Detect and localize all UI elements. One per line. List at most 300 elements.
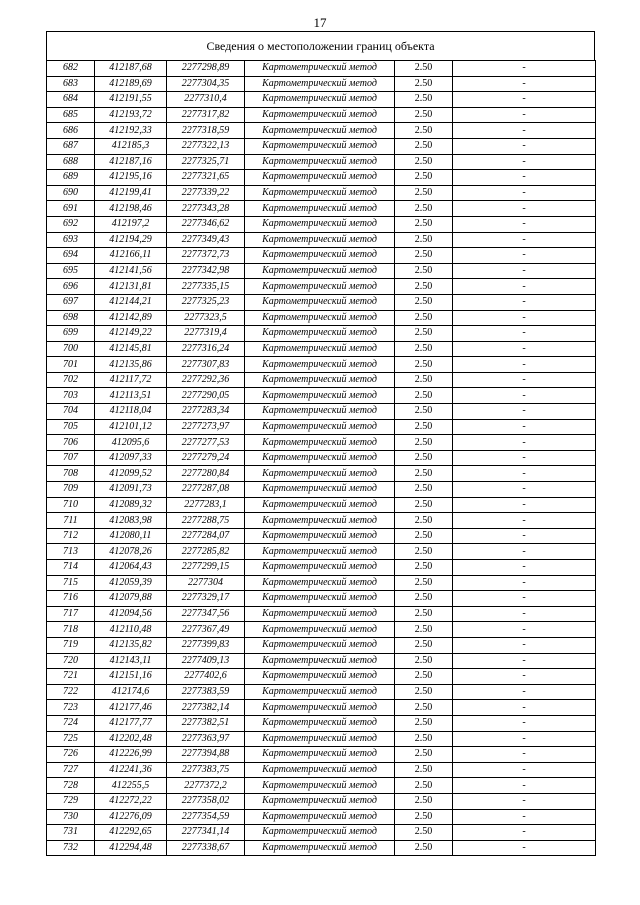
description-cell: -: [453, 700, 596, 716]
table-row: [47, 61, 596, 77]
accuracy-cell: 2.50: [395, 497, 453, 513]
method-cell: Картометрический метод: [245, 76, 395, 92]
method-cell: Картометрический метод: [245, 279, 395, 295]
y-coordinate-cell: 2277285,82: [167, 544, 245, 560]
accuracy-cell: 2.50: [395, 76, 453, 92]
x-coordinate-cell: 412177,46: [95, 700, 167, 716]
y-coordinate-cell: 2277277,53: [167, 435, 245, 451]
accuracy-cell: 2.50: [395, 357, 453, 373]
point-number-cell: 693: [47, 232, 95, 248]
accuracy-cell: 2.50: [395, 419, 453, 435]
x-coordinate-cell: 412078,26: [95, 544, 167, 560]
table-row: [47, 575, 596, 591]
point-number-cell: 724: [47, 715, 95, 731]
method-cell: Картометрический метод: [245, 466, 395, 482]
method-cell: Картометрический метод: [245, 326, 395, 342]
table-row: [47, 700, 596, 716]
y-coordinate-cell: 2277409,13: [167, 653, 245, 669]
description-cell: -: [453, 778, 596, 794]
description-cell: -: [453, 170, 596, 186]
y-coordinate-cell: 2277372,73: [167, 248, 245, 264]
method-cell: Картометрический метод: [245, 419, 395, 435]
method-cell: Картометрический метод: [245, 637, 395, 653]
x-coordinate-cell: 412135,86: [95, 357, 167, 373]
method-cell: Картометрический метод: [245, 653, 395, 669]
method-cell: Картометрический метод: [245, 123, 395, 139]
table-row: [47, 840, 596, 856]
boundary-points-table: [46, 60, 596, 856]
point-number-cell: 697: [47, 294, 95, 310]
description-cell: -: [453, 482, 596, 498]
x-coordinate-cell: 412083,98: [95, 513, 167, 529]
table-row: [47, 248, 596, 264]
y-coordinate-cell: 2277335,15: [167, 279, 245, 295]
accuracy-cell: 2.50: [395, 575, 453, 591]
y-coordinate-cell: 2277304: [167, 575, 245, 591]
accuracy-cell: 2.50: [395, 372, 453, 388]
x-coordinate-cell: 412272,22: [95, 793, 167, 809]
accuracy-cell: 2.50: [395, 248, 453, 264]
method-cell: Картометрический метод: [245, 138, 395, 154]
method-cell: Картометрический метод: [245, 497, 395, 513]
accuracy-cell: 2.50: [395, 747, 453, 763]
table-row: [47, 170, 596, 186]
y-coordinate-cell: 2277325,71: [167, 154, 245, 170]
description-cell: -: [453, 388, 596, 404]
accuracy-cell: 2.50: [395, 482, 453, 498]
point-number-cell: 691: [47, 201, 95, 217]
point-number-cell: 714: [47, 560, 95, 576]
description-cell: -: [453, 840, 596, 856]
method-cell: Картометрический метод: [245, 560, 395, 576]
y-coordinate-cell: 2277383,75: [167, 762, 245, 778]
method-cell: Картометрический метод: [245, 778, 395, 794]
y-coordinate-cell: 2277402,6: [167, 669, 245, 685]
description-cell: -: [453, 497, 596, 513]
x-coordinate-cell: 412117,72: [95, 372, 167, 388]
accuracy-cell: 2.50: [395, 154, 453, 170]
point-number-cell: 686: [47, 123, 95, 139]
description-cell: -: [453, 606, 596, 622]
point-number-cell: 705: [47, 419, 95, 435]
point-number-cell: 700: [47, 341, 95, 357]
table-row: [47, 715, 596, 731]
table-row: [47, 138, 596, 154]
table-row: [47, 372, 596, 388]
point-number-cell: 702: [47, 372, 95, 388]
x-coordinate-cell: 412097,33: [95, 450, 167, 466]
accuracy-cell: 2.50: [395, 793, 453, 809]
accuracy-cell: 2.50: [395, 294, 453, 310]
accuracy-cell: 2.50: [395, 622, 453, 638]
accuracy-cell: 2.50: [395, 653, 453, 669]
x-coordinate-cell: 412197,2: [95, 216, 167, 232]
description-cell: -: [453, 825, 596, 841]
y-coordinate-cell: 2277343,28: [167, 201, 245, 217]
description-cell: -: [453, 154, 596, 170]
accuracy-cell: 2.50: [395, 560, 453, 576]
accuracy-cell: 2.50: [395, 840, 453, 856]
y-coordinate-cell: 2277279,24: [167, 450, 245, 466]
description-cell: -: [453, 809, 596, 825]
x-coordinate-cell: 412192,33: [95, 123, 167, 139]
accuracy-cell: 2.50: [395, 809, 453, 825]
accuracy-cell: 2.50: [395, 232, 453, 248]
method-cell: Картометрический метод: [245, 591, 395, 607]
y-coordinate-cell: 2277273,97: [167, 419, 245, 435]
accuracy-cell: 2.50: [395, 669, 453, 685]
accuracy-cell: 2.50: [395, 279, 453, 295]
description-cell: -: [453, 232, 596, 248]
y-coordinate-cell: 2277292,36: [167, 372, 245, 388]
table-row: [47, 747, 596, 763]
point-number-cell: 718: [47, 622, 95, 638]
table-row: [47, 388, 596, 404]
description-cell: -: [453, 76, 596, 92]
table-row: [47, 497, 596, 513]
table-row: [47, 435, 596, 451]
method-cell: Картометрический метод: [245, 793, 395, 809]
description-cell: -: [453, 326, 596, 342]
x-coordinate-cell: 412143,11: [95, 653, 167, 669]
table-row: [47, 825, 596, 841]
table-row: [47, 92, 596, 108]
x-coordinate-cell: 412144,21: [95, 294, 167, 310]
method-cell: Картометрический метод: [245, 357, 395, 373]
description-cell: -: [453, 653, 596, 669]
y-coordinate-cell: 2277346,62: [167, 216, 245, 232]
accuracy-cell: 2.50: [395, 435, 453, 451]
x-coordinate-cell: 412142,89: [95, 310, 167, 326]
x-coordinate-cell: 412195,16: [95, 170, 167, 186]
method-cell: Картометрический метод: [245, 201, 395, 217]
y-coordinate-cell: 2277317,82: [167, 107, 245, 123]
y-coordinate-cell: 2277325,23: [167, 294, 245, 310]
description-cell: -: [453, 669, 596, 685]
x-coordinate-cell: 412241,36: [95, 762, 167, 778]
method-cell: Картометрический метод: [245, 700, 395, 716]
accuracy-cell: 2.50: [395, 92, 453, 108]
y-coordinate-cell: 2277341,14: [167, 825, 245, 841]
method-cell: Картометрический метод: [245, 669, 395, 685]
point-number-cell: 683: [47, 76, 95, 92]
table-row: [47, 216, 596, 232]
y-coordinate-cell: 2277342,98: [167, 263, 245, 279]
point-number-cell: 727: [47, 762, 95, 778]
table-row: [47, 185, 596, 201]
method-cell: Картометрический метод: [245, 216, 395, 232]
y-coordinate-cell: 2277339,22: [167, 185, 245, 201]
x-coordinate-cell: 412145,81: [95, 341, 167, 357]
y-coordinate-cell: 2277318,59: [167, 123, 245, 139]
table-row: [47, 731, 596, 747]
table-row: [47, 809, 596, 825]
y-coordinate-cell: 2277290,05: [167, 388, 245, 404]
description-cell: -: [453, 637, 596, 653]
table-row: [47, 606, 596, 622]
method-cell: Картометрический метод: [245, 404, 395, 420]
x-coordinate-cell: 412089,32: [95, 497, 167, 513]
method-cell: Картометрический метод: [245, 762, 395, 778]
y-coordinate-cell: 2277316,24: [167, 341, 245, 357]
table-row: [47, 653, 596, 669]
x-coordinate-cell: 412292,65: [95, 825, 167, 841]
point-number-cell: 720: [47, 653, 95, 669]
x-coordinate-cell: 412059,39: [95, 575, 167, 591]
accuracy-cell: 2.50: [395, 762, 453, 778]
table-row: [47, 107, 596, 123]
x-coordinate-cell: 412091,73: [95, 482, 167, 498]
table-row: [47, 793, 596, 809]
method-cell: Картометрический метод: [245, 606, 395, 622]
x-coordinate-cell: 412187,16: [95, 154, 167, 170]
point-number-cell: 731: [47, 825, 95, 841]
table-row: [47, 357, 596, 373]
accuracy-cell: 2.50: [395, 388, 453, 404]
accuracy-cell: 2.50: [395, 450, 453, 466]
table-row: [47, 404, 596, 420]
page-number: 17: [313, 15, 327, 30]
table-row: [47, 778, 596, 794]
x-coordinate-cell: 412131,81: [95, 279, 167, 295]
description-cell: -: [453, 622, 596, 638]
point-number-cell: 698: [47, 310, 95, 326]
description-cell: -: [453, 185, 596, 201]
y-coordinate-cell: 2277358,02: [167, 793, 245, 809]
description-cell: -: [453, 560, 596, 576]
point-number-cell: 730: [47, 809, 95, 825]
table-title: Сведения о местоположении границ объекта: [46, 31, 595, 60]
description-cell: -: [453, 372, 596, 388]
accuracy-cell: 2.50: [395, 544, 453, 560]
description-cell: -: [453, 528, 596, 544]
y-coordinate-cell: 2277284,07: [167, 528, 245, 544]
x-coordinate-cell: 412101,12: [95, 419, 167, 435]
table-row: [47, 450, 596, 466]
point-number-cell: 710: [47, 497, 95, 513]
table-row: [47, 326, 596, 342]
method-cell: Картометрический метод: [245, 170, 395, 186]
x-coordinate-cell: 412166,11: [95, 248, 167, 264]
point-number-cell: 696: [47, 279, 95, 295]
point-number-cell: 709: [47, 482, 95, 498]
y-coordinate-cell: 2277354,59: [167, 809, 245, 825]
method-cell: Картометрический метод: [245, 450, 395, 466]
table-row: [47, 294, 596, 310]
point-number-cell: 723: [47, 700, 95, 716]
accuracy-cell: 2.50: [395, 513, 453, 529]
y-coordinate-cell: 2277298,89: [167, 61, 245, 77]
point-number-cell: 712: [47, 528, 95, 544]
x-coordinate-cell: 412080,11: [95, 528, 167, 544]
description-cell: -: [453, 435, 596, 451]
accuracy-cell: 2.50: [395, 61, 453, 77]
x-coordinate-cell: 412177,77: [95, 715, 167, 731]
x-coordinate-cell: 412185,3: [95, 138, 167, 154]
x-coordinate-cell: 412064,43: [95, 560, 167, 576]
description-cell: -: [453, 107, 596, 123]
x-coordinate-cell: 412226,99: [95, 747, 167, 763]
description-cell: -: [453, 294, 596, 310]
accuracy-cell: 2.50: [395, 606, 453, 622]
x-coordinate-cell: 412151,16: [95, 669, 167, 685]
y-coordinate-cell: 2277338,67: [167, 840, 245, 856]
table-row: [47, 637, 596, 653]
description-cell: -: [453, 404, 596, 420]
accuracy-cell: 2.50: [395, 825, 453, 841]
accuracy-cell: 2.50: [395, 591, 453, 607]
point-number-cell: 688: [47, 154, 95, 170]
description-cell: -: [453, 575, 596, 591]
method-cell: Картометрический метод: [245, 731, 395, 747]
y-coordinate-cell: 2277299,15: [167, 560, 245, 576]
method-cell: Картометрический метод: [245, 154, 395, 170]
description-cell: -: [453, 279, 596, 295]
description-cell: -: [453, 92, 596, 108]
x-coordinate-cell: 412199,41: [95, 185, 167, 201]
accuracy-cell: 2.50: [395, 778, 453, 794]
accuracy-cell: 2.50: [395, 216, 453, 232]
y-coordinate-cell: 2277322,13: [167, 138, 245, 154]
method-cell: Картометрический метод: [245, 513, 395, 529]
accuracy-cell: 2.50: [395, 731, 453, 747]
accuracy-cell: 2.50: [395, 715, 453, 731]
y-coordinate-cell: 2277321,65: [167, 170, 245, 186]
description-cell: -: [453, 762, 596, 778]
point-number-cell: 717: [47, 606, 95, 622]
point-number-cell: 725: [47, 731, 95, 747]
y-coordinate-cell: 2277304,35: [167, 76, 245, 92]
x-coordinate-cell: 412149,22: [95, 326, 167, 342]
table-row: [47, 201, 596, 217]
description-cell: -: [453, 544, 596, 560]
x-coordinate-cell: 412255,5: [95, 778, 167, 794]
method-cell: Картометрический метод: [245, 435, 395, 451]
method-cell: Картометрический метод: [245, 575, 395, 591]
point-number-cell: 699: [47, 326, 95, 342]
method-cell: Картометрический метод: [245, 684, 395, 700]
point-number-cell: 721: [47, 669, 95, 685]
point-number-cell: 728: [47, 778, 95, 794]
table-row: [47, 263, 596, 279]
table-row: [47, 544, 596, 560]
point-number-cell: 694: [47, 248, 95, 264]
method-cell: Картометрический метод: [245, 825, 395, 841]
description-cell: -: [453, 591, 596, 607]
method-cell: Картометрический метод: [245, 248, 395, 264]
method-cell: Картометрический метод: [245, 263, 395, 279]
description-cell: -: [453, 450, 596, 466]
method-cell: Картометрический метод: [245, 294, 395, 310]
y-coordinate-cell: 2277280,84: [167, 466, 245, 482]
accuracy-cell: 2.50: [395, 700, 453, 716]
x-coordinate-cell: 412187,68: [95, 61, 167, 77]
method-cell: Картометрический метод: [245, 528, 395, 544]
point-number-cell: 701: [47, 357, 95, 373]
table-row: [47, 622, 596, 638]
description-cell: -: [453, 419, 596, 435]
table-row: [47, 76, 596, 92]
table-row: [47, 560, 596, 576]
method-cell: Картометрический метод: [245, 388, 395, 404]
accuracy-cell: 2.50: [395, 185, 453, 201]
description-cell: -: [453, 138, 596, 154]
y-coordinate-cell: 2277287,08: [167, 482, 245, 498]
accuracy-cell: 2.50: [395, 466, 453, 482]
method-cell: Картометрический метод: [245, 341, 395, 357]
y-coordinate-cell: 2277363,97: [167, 731, 245, 747]
x-coordinate-cell: 412174,6: [95, 684, 167, 700]
method-cell: Картометрический метод: [245, 840, 395, 856]
table-row: [47, 123, 596, 139]
table-row: [47, 482, 596, 498]
point-number-cell: 706: [47, 435, 95, 451]
point-number-cell: 707: [47, 450, 95, 466]
accuracy-cell: 2.50: [395, 341, 453, 357]
method-cell: Картометрический метод: [245, 92, 395, 108]
point-number-cell: 704: [47, 404, 95, 420]
table-row: [47, 154, 596, 170]
y-coordinate-cell: 2277399,83: [167, 637, 245, 653]
description-cell: -: [453, 310, 596, 326]
table-row: [47, 466, 596, 482]
point-number-cell: 685: [47, 107, 95, 123]
accuracy-cell: 2.50: [395, 684, 453, 700]
description-cell: -: [453, 341, 596, 357]
description-cell: -: [453, 747, 596, 763]
accuracy-cell: 2.50: [395, 310, 453, 326]
table-row: [47, 341, 596, 357]
x-coordinate-cell: 412094,56: [95, 606, 167, 622]
point-number-cell: 726: [47, 747, 95, 763]
accuracy-cell: 2.50: [395, 170, 453, 186]
method-cell: Картометрический метод: [245, 482, 395, 498]
method-cell: Картометрический метод: [245, 185, 395, 201]
point-number-cell: 703: [47, 388, 95, 404]
point-number-cell: 689: [47, 170, 95, 186]
description-cell: -: [453, 466, 596, 482]
x-coordinate-cell: 412198,46: [95, 201, 167, 217]
y-coordinate-cell: 2277283,1: [167, 497, 245, 513]
x-coordinate-cell: 412113,51: [95, 388, 167, 404]
boundary-table-frame: [46, 31, 595, 856]
method-cell: Картометрический метод: [245, 107, 395, 123]
description-cell: -: [453, 731, 596, 747]
point-number-cell: 682: [47, 61, 95, 77]
description-cell: -: [453, 263, 596, 279]
y-coordinate-cell: 2277367,49: [167, 622, 245, 638]
method-cell: Картометрический метод: [245, 747, 395, 763]
x-coordinate-cell: 412194,29: [95, 232, 167, 248]
method-cell: Картометрический метод: [245, 310, 395, 326]
table-row: [47, 591, 596, 607]
point-number-cell: 684: [47, 92, 95, 108]
accuracy-cell: 2.50: [395, 326, 453, 342]
x-coordinate-cell: 412079,88: [95, 591, 167, 607]
x-coordinate-cell: 412294,48: [95, 840, 167, 856]
table-row: [47, 419, 596, 435]
method-cell: Картометрический метод: [245, 715, 395, 731]
point-number-cell: 711: [47, 513, 95, 529]
y-coordinate-cell: 2277288,75: [167, 513, 245, 529]
description-cell: -: [453, 248, 596, 264]
y-coordinate-cell: 2277349,43: [167, 232, 245, 248]
description-cell: -: [453, 513, 596, 529]
description-cell: -: [453, 357, 596, 373]
y-coordinate-cell: 2277319,4: [167, 326, 245, 342]
y-coordinate-cell: 2277283,34: [167, 404, 245, 420]
description-cell: -: [453, 61, 596, 77]
